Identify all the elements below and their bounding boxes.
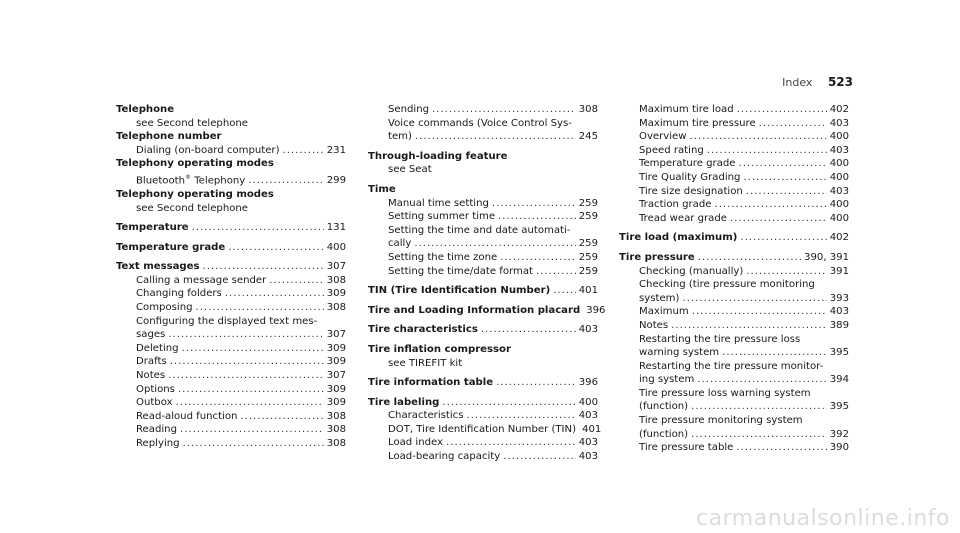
see-reference[interactable]: see TIREFIT kit xyxy=(388,357,463,369)
sub-entry[interactable] xyxy=(116,423,346,437)
index-entry-tire-load-max[interactable] xyxy=(619,231,849,245)
index-entry-telephone-number xyxy=(116,130,346,157)
page-ref: 395 xyxy=(829,401,849,413)
leader-dots xyxy=(740,231,826,245)
page-ref: 307 xyxy=(326,329,346,341)
sub-entry-text: Tread wear grade xyxy=(639,212,727,224)
leader-dots xyxy=(690,130,827,144)
page-ref: 400 xyxy=(829,158,849,170)
page-ref: 401 xyxy=(582,423,602,435)
sub-entry-text: Characteristics xyxy=(388,410,464,422)
sub-entry-text: Checking (manually) xyxy=(639,265,744,277)
sub-entry-text: Setting the time and date automati- xyxy=(388,224,571,236)
entry-title: Tire labeling xyxy=(368,396,440,408)
sub-entry[interactable] xyxy=(368,409,598,423)
sub-entry[interactable] xyxy=(619,441,849,455)
sub-entry[interactable] xyxy=(368,265,598,279)
entry-title[interactable]: Time xyxy=(368,183,396,195)
sub-entry-text: Tire pressure monitoring system xyxy=(639,415,803,427)
sub-entry[interactable] xyxy=(619,265,849,279)
page-ref: 400 xyxy=(829,212,849,224)
leader-dots xyxy=(442,396,575,410)
sub-entry-text: Manual time setting xyxy=(388,197,489,209)
leader-dots xyxy=(415,130,576,144)
leader-dots xyxy=(248,174,323,188)
sub-entry[interactable] xyxy=(619,185,849,199)
sub-entry[interactable] xyxy=(619,305,849,319)
page-ref: 308 xyxy=(326,302,346,314)
leader-dots xyxy=(698,251,801,265)
leader-dots xyxy=(176,396,324,410)
page-ref: 307 xyxy=(326,261,346,273)
page-ref: 390 xyxy=(829,442,849,454)
page-ref: 309 xyxy=(326,397,346,409)
page-ref: 403 xyxy=(578,410,598,422)
page-ref: 402 xyxy=(829,104,849,115)
sub-entry-text: Deleting xyxy=(136,342,179,354)
index-entry-telephony-modes-2 xyxy=(116,188,346,215)
leader-dots xyxy=(283,144,324,158)
page-ref: 308 xyxy=(578,104,598,115)
page-ref: 400 xyxy=(578,396,598,408)
index-entry-temperature[interactable] xyxy=(116,221,346,235)
leader-dots xyxy=(168,369,324,383)
index-entry-telephony-modes xyxy=(116,157,346,188)
index-entry-text-messages xyxy=(116,260,346,450)
index-entry-tire-characteristics[interactable] xyxy=(368,323,598,337)
leader-dots xyxy=(671,319,827,333)
leader-dots xyxy=(269,274,323,288)
page-ref: 401 xyxy=(578,285,598,297)
index-entry-through-loading xyxy=(368,150,598,177)
entry-line[interactable] xyxy=(116,260,346,274)
sub-entry-text: Maximum tire load xyxy=(639,104,734,115)
sub-entry[interactable] xyxy=(116,274,346,288)
watermark: carmanualsonline.info xyxy=(696,506,950,531)
sub-entry-text: Sending xyxy=(388,104,430,115)
page-ref: 396 xyxy=(586,304,606,316)
entry-title[interactable]: Through-loading feature xyxy=(368,150,508,162)
sub-entry[interactable] xyxy=(116,171,346,188)
leader-dots xyxy=(743,171,826,185)
index-entry-tire-pressure xyxy=(619,251,849,455)
page-ref: 308 xyxy=(326,424,346,436)
index-entry-tin[interactable] xyxy=(368,284,598,298)
sub-entry[interactable] xyxy=(619,103,849,117)
sub-entry-text: Checking (tire pressure monitoring xyxy=(639,279,815,291)
entry-title: Text messages xyxy=(116,261,200,273)
sub-entry-text: (function) xyxy=(639,401,689,413)
sub-entry-text: Restarting the tire pressure monitor- xyxy=(639,360,824,372)
sub-entry-text: Drafts xyxy=(136,356,167,368)
entry-title: Tire load (maximum) xyxy=(619,232,738,244)
leader-dots xyxy=(737,103,827,117)
sub-entry[interactable] xyxy=(116,355,346,369)
page-ref: 309 xyxy=(326,288,346,300)
entry-title[interactable]: Telephone number xyxy=(116,131,222,143)
page-ref: 309 xyxy=(326,342,346,354)
page-ref: 259 xyxy=(578,265,598,277)
entry-line[interactable] xyxy=(368,396,598,410)
sub-entry-text: Composing xyxy=(136,302,193,314)
page-ref: 402 xyxy=(829,232,849,244)
sub-entry-text: Calling a message sender xyxy=(136,274,267,286)
sub-entry[interactable] xyxy=(619,400,849,414)
sub-entry-list xyxy=(619,265,849,455)
entry-title[interactable]: Telephony operating modes xyxy=(116,188,274,200)
index-entry-telephone xyxy=(116,103,346,130)
continued-entries xyxy=(619,103,849,225)
leader-dots xyxy=(739,157,827,171)
sub-entry[interactable] xyxy=(619,292,849,306)
sub-entry-text: Setting the time zone xyxy=(388,251,498,263)
entry-title: Tire characteristics xyxy=(368,324,478,336)
leader-dots xyxy=(414,237,575,251)
page-ref: 389 xyxy=(829,319,849,331)
page-ref: 393 xyxy=(829,292,849,304)
sub-entry[interactable] xyxy=(619,373,849,387)
sub-entry-text: Notes xyxy=(639,319,669,331)
sub-entry[interactable] xyxy=(368,130,598,144)
sub-entry-text: DOT, Tire Identification Number (TIN) xyxy=(388,423,577,435)
page-ref: 259 xyxy=(578,238,598,250)
sub-entry-text: Changing folders xyxy=(136,288,222,300)
page-ref: 309 xyxy=(326,356,346,368)
see-reference[interactable]: see Seat xyxy=(388,164,432,176)
leader-dots xyxy=(168,328,323,342)
sub-entry-text: Tire Quality Grading xyxy=(639,171,741,183)
leader-dots xyxy=(466,409,575,423)
page-header xyxy=(782,75,853,89)
sub-entry-text: Read-aloud function xyxy=(136,410,238,422)
sub-entry-text: (function) xyxy=(639,428,689,440)
leader-dots xyxy=(170,355,324,369)
page-ref: 259 xyxy=(578,251,598,263)
leader-dots xyxy=(180,423,324,437)
page-ref: 400 xyxy=(829,199,849,211)
entry-title[interactable]: Telephone xyxy=(116,104,175,115)
sub-entry-list xyxy=(619,103,849,225)
see-reference[interactable]: see Second telephone xyxy=(136,117,249,129)
sub-entry-text: Replying xyxy=(136,438,180,450)
entry-title[interactable]: Telephony operating modes xyxy=(116,158,274,170)
leader-dots xyxy=(496,376,576,390)
leader-dots xyxy=(240,410,323,424)
sub-entry[interactable] xyxy=(116,437,346,451)
sub-entry[interactable] xyxy=(116,369,346,383)
sub-entry-text: Notes xyxy=(136,370,166,382)
sub-entry[interactable] xyxy=(619,117,849,131)
leader-dots xyxy=(692,305,827,319)
sub-entry-text: cally xyxy=(388,238,412,250)
sub-entry-list xyxy=(368,103,598,144)
leader-dots xyxy=(759,117,827,131)
sub-entry-text: ing system xyxy=(639,374,695,386)
leader-dots xyxy=(707,144,827,158)
page-ref: 396 xyxy=(578,377,598,389)
entry-title: TIN (Tire Identification Number) xyxy=(368,285,551,297)
sub-entry[interactable] xyxy=(368,103,598,117)
sub-entry[interactable] xyxy=(619,278,849,292)
leader-dots xyxy=(553,284,576,298)
sub-entry[interactable] xyxy=(619,198,849,212)
entry-title: Tire pressure xyxy=(619,251,695,263)
page-ref: 308 xyxy=(326,274,346,286)
sub-entry[interactable] xyxy=(368,436,598,450)
sub-entry-text: Options xyxy=(136,383,175,395)
sub-entry[interactable] xyxy=(368,117,598,131)
leader-dots xyxy=(714,198,826,212)
sub-entry[interactable] xyxy=(619,144,849,158)
sub-entry-text: Load-bearing capacity xyxy=(388,451,501,463)
leader-dots xyxy=(446,436,576,450)
sub-entry-text: warning system xyxy=(639,347,720,359)
sub-entry[interactable] xyxy=(116,342,346,356)
page-ref: 308 xyxy=(326,438,346,450)
sub-entry[interactable] xyxy=(116,396,346,410)
entry-title[interactable]: Tire inflation compressor xyxy=(368,343,511,355)
bluetooth-text: Bluetooth xyxy=(136,175,186,187)
sub-entry-list xyxy=(116,274,346,451)
sub-entry[interactable] xyxy=(619,333,849,347)
sub-entry[interactable] xyxy=(116,410,346,424)
sub-entry[interactable] xyxy=(116,315,346,329)
leader-dots xyxy=(178,383,324,397)
page-ref: 394 xyxy=(829,374,849,386)
index-column-1 xyxy=(116,103,346,451)
leader-dots xyxy=(228,241,324,255)
page-number: 523 xyxy=(827,75,853,89)
sub-entry[interactable] xyxy=(116,301,346,315)
leader-dots xyxy=(196,301,324,315)
sub-entry-text: Setting the time/date format xyxy=(388,265,533,277)
sub-entry-text: system) xyxy=(639,292,680,304)
index-column-3 xyxy=(619,103,849,455)
sub-entry-text: Tire size designation xyxy=(639,185,743,197)
index-entry-temperature-grade[interactable] xyxy=(116,241,346,255)
sub-entry[interactable] xyxy=(368,237,598,251)
index-entry-tire-inflation-compressor xyxy=(368,343,598,370)
sub-entry-text: sages xyxy=(136,329,166,341)
leader-dots xyxy=(691,400,827,414)
page-ref: 403 xyxy=(578,324,598,336)
leader-dots xyxy=(746,265,826,279)
sub-entry[interactable] xyxy=(116,383,346,397)
sub-entry-text: Load index xyxy=(388,437,444,449)
page-ref: 403 xyxy=(829,185,849,197)
page-ref: 299 xyxy=(326,175,346,187)
page-ref: 403 xyxy=(829,117,849,129)
sub-entry-text: Outbox xyxy=(136,397,173,409)
leader-dots xyxy=(182,342,324,356)
leader-dots xyxy=(682,292,826,306)
page-ref: 400 xyxy=(326,241,346,253)
leader-dots xyxy=(481,323,576,337)
page-ref: 307 xyxy=(326,370,346,382)
page-ref: 400 xyxy=(829,171,849,183)
sub-entry[interactable] xyxy=(116,287,346,301)
index-column-2 xyxy=(368,103,606,464)
index-entry-tire-loading-placard[interactable] xyxy=(368,304,606,318)
sub-entry-text: Voice commands (Voice Control Sys- xyxy=(388,117,572,129)
leader-dots xyxy=(192,221,324,235)
registered-mark: ® xyxy=(185,173,192,181)
sub-entry[interactable] xyxy=(116,144,346,158)
leader-dots xyxy=(536,265,576,279)
leader-dots xyxy=(225,287,324,301)
sub-entry-list xyxy=(368,197,598,279)
sub-entry[interactable] xyxy=(619,319,849,333)
sub-entry[interactable] xyxy=(619,414,849,428)
sub-entry-text: Dialing (on-board computer) xyxy=(136,144,280,156)
sub-entry-text: Speed rating xyxy=(639,144,704,156)
sub-entry-text: Traction grade xyxy=(639,199,712,211)
sub-entry[interactable] xyxy=(368,197,598,211)
entry-title: Temperature grade xyxy=(116,241,226,253)
leader-dots xyxy=(183,437,324,451)
index-label: Index xyxy=(782,76,813,89)
sub-entry[interactable] xyxy=(619,157,849,171)
entry-title: Temperature xyxy=(116,222,189,234)
sub-entry-text: Restarting the tire pressure loss xyxy=(639,333,801,345)
sub-entry-text: Configuring the displayed text mes- xyxy=(136,315,318,327)
sub-entry-text: Maximum xyxy=(639,306,689,318)
page-ref: 403 xyxy=(578,451,598,463)
index-entry-time xyxy=(368,183,598,278)
entry-line[interactable] xyxy=(619,251,849,265)
page-ref: 395 xyxy=(829,347,849,359)
sub-entry-text: Temperature grade xyxy=(639,158,736,170)
sub-entry-list xyxy=(368,409,602,463)
index-entry-tire-labeling xyxy=(368,396,602,464)
index-entry-tire-information-table[interactable] xyxy=(368,376,598,390)
entry-title: Tire information table xyxy=(368,377,494,389)
leader-dots xyxy=(746,185,827,199)
sub-entry-text: Setting summer time xyxy=(388,211,496,223)
sub-entry[interactable] xyxy=(619,387,849,401)
entry-title: Tire and Loading Information placard xyxy=(368,304,581,316)
leader-dots xyxy=(736,441,826,455)
page-ref: 403 xyxy=(829,144,849,156)
sub-entry[interactable] xyxy=(619,360,849,374)
page-ref: 245 xyxy=(578,131,598,143)
leader-dots xyxy=(691,428,827,442)
sub-entry[interactable] xyxy=(368,423,602,437)
page-ref: 400 xyxy=(829,131,849,143)
leader-dots xyxy=(697,373,826,387)
continued-entries xyxy=(368,103,598,144)
sub-entry-text: Tire pressure loss warning system xyxy=(639,387,811,399)
page-ref: 403 xyxy=(578,437,598,449)
leader-dots xyxy=(722,346,827,360)
sub-entry[interactable] xyxy=(619,428,849,442)
see-reference[interactable]: see Second telephone xyxy=(136,202,249,214)
sub-entry[interactable] xyxy=(368,210,598,224)
leader-dots xyxy=(503,450,575,464)
sub-entry[interactable] xyxy=(368,224,598,238)
sub-entry[interactable] xyxy=(368,251,598,265)
telephony-text: Telephony xyxy=(191,175,246,187)
leader-dots xyxy=(203,260,324,274)
sub-entry[interactable] xyxy=(619,171,849,185)
page-ref: 308 xyxy=(326,410,346,422)
page-ref: 391 xyxy=(829,265,849,277)
page-ref: 403 xyxy=(829,306,849,318)
page-ref: 231 xyxy=(326,144,346,156)
page-ref: 309 xyxy=(326,383,346,395)
sub-entry-text: Maximum tire pressure xyxy=(639,117,756,129)
sub-entry[interactable] xyxy=(619,346,849,360)
page-ref: 392 xyxy=(829,428,849,440)
sub-entry[interactable] xyxy=(116,328,346,342)
leader-dots xyxy=(432,103,576,117)
sub-entry[interactable] xyxy=(368,450,598,464)
sub-entry-text: Overview xyxy=(639,131,687,143)
page-ref: 259 xyxy=(578,197,598,209)
leader-dots xyxy=(492,197,576,211)
page-ref: 259 xyxy=(578,211,598,223)
leader-dots xyxy=(500,251,576,265)
page-ref: 131 xyxy=(326,222,346,234)
sub-entry-text: Tire pressure table xyxy=(639,442,734,454)
leader-dots xyxy=(498,210,576,224)
sub-entry[interactable] xyxy=(619,212,849,226)
page-ref: 390, 391 xyxy=(804,251,849,263)
leader-dots xyxy=(730,212,827,226)
sub-entry-text xyxy=(136,171,245,188)
sub-entry[interactable] xyxy=(619,130,849,144)
sub-entry-text: Reading xyxy=(136,424,177,436)
sub-entry-text: tem) xyxy=(388,131,412,143)
